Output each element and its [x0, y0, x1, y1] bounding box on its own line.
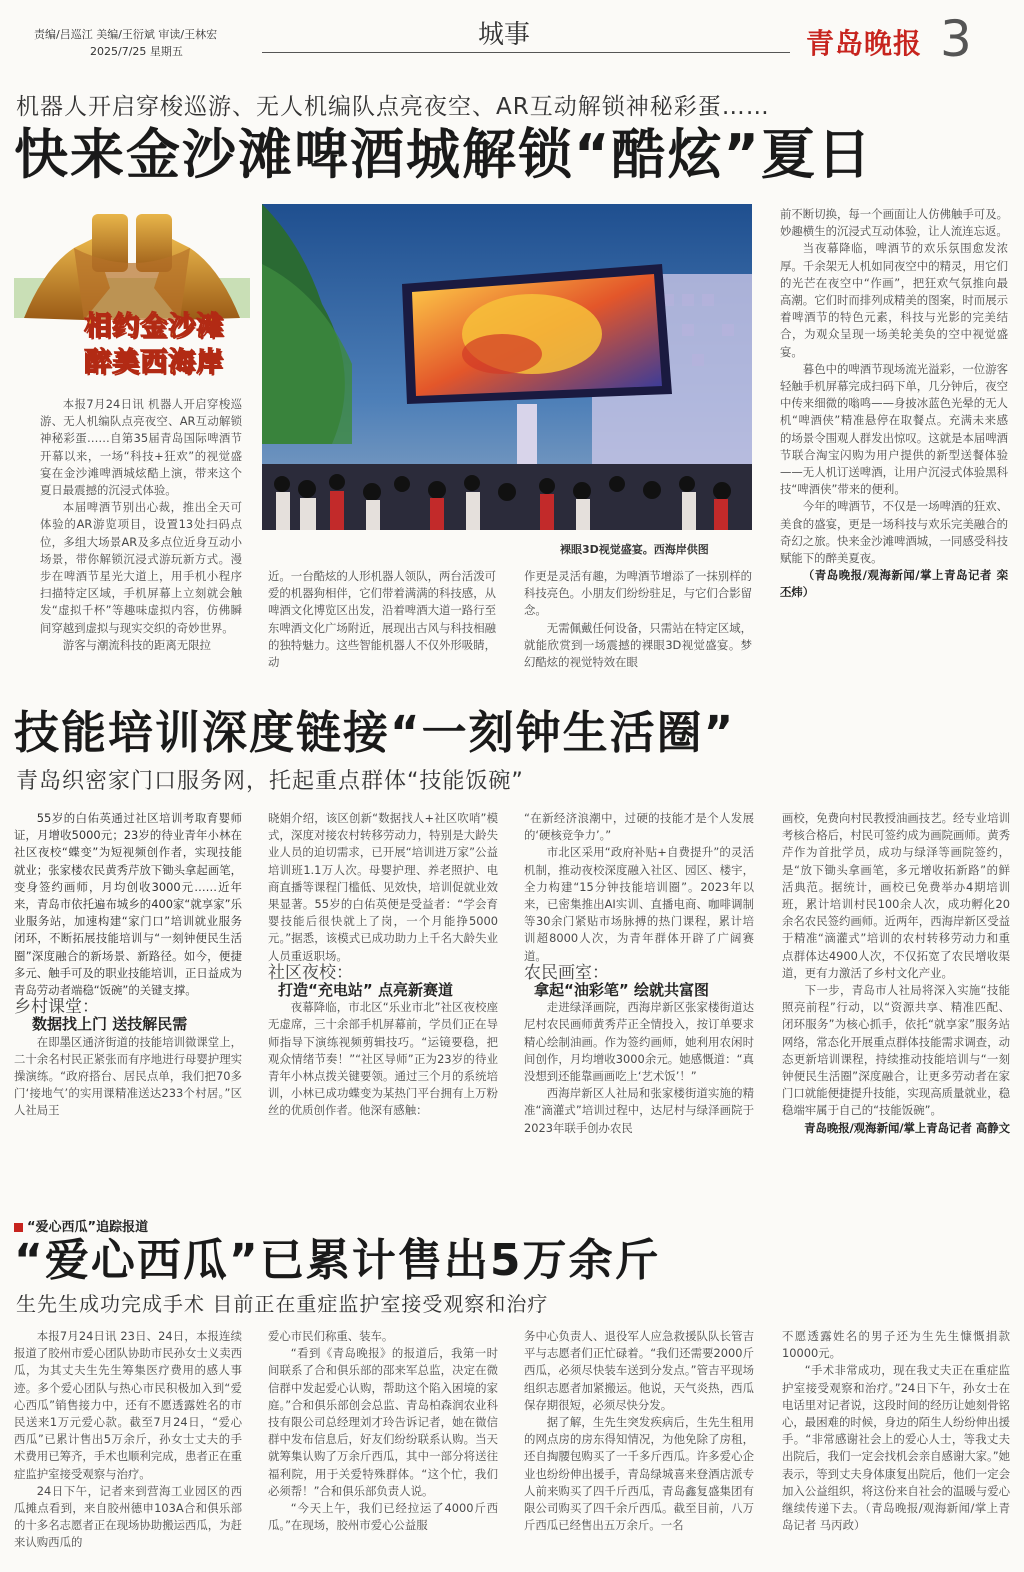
issue-date: 2025/7/25 星期五	[90, 45, 183, 58]
photo-caption: 裸眼3D视觉盛宴。西海岸供图	[560, 543, 709, 556]
article3-column-1	[14, 1328, 242, 1568]
article3-paragraph: 务中心负责人、退役军人应急救援队队长管吉平与志愿者们正忙碌着。“我们还需要2000斤西瓜，必须尽快装车送到分发点。”管吉平现场组织志愿者加紧搬运。他说，天气炎热，西瓜保存期很短，必须尽快分发。	[524, 1329, 754, 1412]
article3-paragraph: 爱心市民们称重、装车。	[268, 1329, 394, 1343]
article3-column-2	[268, 1328, 498, 1568]
article3-headline: “爱心西瓜”已累计售出5万余斤	[14, 1235, 661, 1286]
article1-column-4	[780, 206, 1008, 674]
article1-paragraph: 近。一台酷炫的人形机器人领队，两台活泼可爱的机器狗相伴，它们带着满满的科技感，从啤酒文化博览区出发，沿着啤酒大道一路行至东啤酒文化广场附近，展现出古风与科技相融的独特魅力。这些智能机器人不仅外形吸睛，动	[268, 569, 496, 670]
article1-paragraph: 本报7月24日讯 机器人开启穿梭巡游、无人机编队点亮夜空、AR互动解锁神秘彩蛋……自第35届青岛国际啤酒节开幕以来，一场“科技+狂欢”的视觉盛宴在金沙滩啤酒城炫酷上演，带来这个夏日最震撼的沉浸式体验。	[40, 397, 242, 498]
article3-subheadline: 生先生成功完成手术 目前正在重症监护室接受观察和治疗	[16, 1292, 549, 1316]
article3-paragraph: “手术非常成功，现在我丈夫正在重症监护室接受观察和治疗。”24日下午，孙女士在电话里对记者说，这段时间的经历让她刻骨铭心，最困难的时候，身边的陌生人纷纷伸出援手。“非常感谢社会上的爱心人士，等我丈夫出院后，我们一定会找机会亲自感谢大家。”她表示，等到丈夫身体康复出院后，他们一定会加入公益组织，将这份来自社会的温暖与爱心继续传递下去。（青岛晚报/观海新闻/掌上青岛记者 马丙政）	[782, 1363, 1010, 1533]
article2-section-label: 农民画室：	[524, 962, 609, 983]
article2-subheadline: 青岛织密家门口服务网，托起重点群体“技能饭碗”	[16, 769, 524, 794]
article1-kicker: 机器人开启穿梭巡游、无人机编队点亮夜空、AR互动解锁神秘彩蛋……	[16, 94, 770, 120]
article1-headline: 快来金沙滩啤酒城解锁“酷炫”夏日	[14, 123, 873, 186]
editor-credits: 责编/吕巡江 美编/王衍斌 审读/王林宏	[34, 28, 218, 41]
article1-column-3	[524, 568, 752, 674]
header-rule	[262, 52, 790, 53]
red-square-icon	[14, 1223, 23, 1232]
article1-paragraph: 暮色中的啤酒节现场流光溢彩，一位游客轻触手机屏幕完成扫码下单，几分钟后，夜空中传来细微的嗡鸣——身披冰蓝色光晕的无人机“啤酒侠”精准悬停在取餐点。充满未来感的场景令围观人群发出惊叹。这就是本届啤酒节联合淘宝闪购为用户提供的新型送餐体验——无人机订送啤酒，让用户沉浸式体验黑科技“啤酒侠”带来的便利。	[780, 361, 1008, 497]
article2-paragraph: 夜幕降临，市北区“乐业市北”社区夜校座无虚席，三十余部手机屏幕前，学员们正在导师指导下演练视频剪辑技巧。“运镜要稳，把观众情绪节奏！”“社区导师”正为23岁的待业青年小林点拨关键要领。通过三个月的系统培训，小林已成功蝶变为某热门平台拥有上万粉丝的优质创作者。他深有感触：	[268, 1000, 498, 1118]
article3-paragraph: “看到《青岛晚报》的报道后，我第一时间联系了合和俱乐部的邵来军总监，决定在微信群中发起爱心认购，帮助这个陷入困境的家庭。”合和俱乐部创会总监、青岛柏森润农业科技有限公司总经理刘才玲告诉记者，她在微信群中发布信息后，好友们纷纷联系认购。当天就筹集认购了万余斤西瓜，其中一部分将送往福利院，用于关爱特殊群体。“这个忙，我们必须帮！”合和俱乐部负责人说。	[268, 1346, 498, 1498]
article1-paragraph: 作更是灵活有趣，为啤酒节增添了一抹别样的科技亮色。小朋友们纷纷驻足，与它们合影留念。	[524, 569, 752, 618]
article1-paragraph: 当夜幕降临，啤酒节的欢乐氛围愈发浓厚。千余架无人机如同夜空中的精灵，用它们的光芒在夜空中“作画”，把狂欢气氛推向最高潮。它们时而排列成精美的图案，时而展示着啤酒节的特色元素，科技与光影的完美结合，为观众呈现一场美轮美奂的空中视觉盛宴。	[780, 241, 1008, 359]
naked-eye-3d-screen-photo	[262, 204, 752, 530]
article2-byline: 青岛晚报/观海新闻/掌上青岛记者 高静文	[804, 1120, 1010, 1135]
article2-paragraph: 市北区采用“政府补贴+自费提升”的灵活机制，推动夜校深度融入社区、园区、楼宇，全力构建“15分钟技能培训圈”。2023年以来，已密集推出AI实训、直播电商、咖啡调制等30余门紧贴市场脉搏的热门课程，累计培训超8000人次，为青年群体开辟了广阔赛道。	[524, 845, 754, 963]
article1-paragraph: 前不断切换，每一个画面让人仿佛触手可及。妙趣横生的沉浸式互动体验，让人流连忘返。	[780, 207, 1008, 239]
badge-line2: 醉美西海岸	[84, 347, 224, 378]
article3-column-4	[782, 1328, 1010, 1568]
article3-paragraph: 不愿透露姓名的男子还为生先生慷慨捐款10000元。	[782, 1329, 1010, 1361]
article2-paragraph: 走进绿泽画院，西海岸新区张家楼街道达尼村农民画师黄秀芹正全情投入，按订单要求精心绘制油画。作为签约画师，她利用农闲时间创作，月均增收3000余元。她感慨道：“真没想到还能靠画画吃上‘艺术饭’！”	[524, 1000, 754, 1084]
article2-section-title: 数据找上门 送技解民需	[32, 1015, 188, 1034]
article2-paragraph: 晓娟介绍，该区创新“数据找人+社区吹哨”模式，深度对接农村转移劳动力，特别是大龄失业人员的迫切需求，已开展“培训进万家”公益培训班1.1万人次。母婴护理、养老照护、电商直播等课程门槛低、见效快，培训促就业效果显著。55岁的白佑英便是受益者：“学会育婴技能后很快就上了岗，一个月能挣5000元。”据悉，该模式已成功助力上千名大龄失业人员重返职场。	[268, 811, 498, 963]
article3-paragraph: 本报7月24日讯 23日、24日，本报连续报道了胶州市爱心团队协助市民孙女士义卖西瓜，为其丈夫生先生筹集医疗费用的感人事迹。多个爱心团队与热心市民积极加入到“爱心西瓜”销售接力中，还有不愿透露姓名的市民送来1万元爱心款。截至7月24日，“爱心西瓜”已累计售出5万余斤，孙女士丈夫的手术费用已筹齐，手术也顺利完成，患者正在重症监护室接受观察与治疗。	[14, 1329, 242, 1481]
masthead-credits	[34, 26, 217, 60]
article1-paragraph: 本届啤酒节别出心裁，推出全天可体验的AR游览项目，设置13处扫码点位，多组大场景AR及多点位近身互动小场景，带你解锁沉浸式游玩新方式。漫步在啤酒节星光大道上，用手机小程序扫描特定区域，手机屏幕上立刻就会触发“虚拟千杯”等趣味虚拟内容，仿佛瞬间穿越到虚拟与现实交织的奇妙世界。	[40, 500, 242, 635]
beer-festival-badge	[14, 208, 250, 378]
article1-paragraph: 今年的啤酒节，不仅是一场啤酒的狂欢、美食的盛宴，更是一场科技与欢乐完美融合的奇幻之旅。快来金沙滩啤酒城，一同感受科技赋能下的醉美夏夜。	[780, 499, 1008, 566]
tracking-report-label: “爱心西瓜”追踪报道	[27, 1220, 149, 1235]
article1-column-1	[40, 396, 242, 674]
article3-paragraph: 据了解，生先生突发疾病后，生先生租用的网点房的房东得知情况，为他免除了房租，还自掏腰包购买了一千多斤西瓜。许多爱心企业也纷纷伸出援手，青岛绿城喜来登酒店派专人前来购买了四千斤西瓜，青岛鑫复盛集团有限公司购买了四千余斤西瓜。截至目前，八万斤西瓜已经售出五万余斤。一名	[524, 1415, 754, 1533]
article1-byline: （青岛晚报/观海新闻/掌上青岛记者 栾丕炜）	[780, 568, 1008, 600]
article2-paragraph: 在即墨区通济街道的技能培训微课堂上，二十余名村民正紧张而有序地进行母婴护理实操演练。“政府搭台、居民点单，我们把70多门‘接地气’的实用课精准送达233个村居。”区人社局王	[14, 1034, 242, 1118]
article2-paragraph: 画校，免费向村民教授油画技艺。经专业培训考核合格后，村民可签约成为画院画师。黄秀芹作为首批学员，成功与绿泽等画院签约，是“放下锄头拿画笔，多元增收拓新路”的鲜活典范。据统计，画校已免费举办4期培训班，累计培训村民100余人次，成功孵化20余名农民签约画师。近两年，西海岸新区受益于精准“滴灌式”培训的农村转移劳动力和重点群体达4900人次，不仅拓宽了农民增收渠道，更有力激活了乡村文化产业。	[782, 811, 1010, 980]
article2-paragraph: 西海岸新区人社局和张家楼街道实施的精准“滴灌式”培训过程中，达尼村与绿泽画院于2023年联手创办农民	[524, 1086, 754, 1135]
article2-column-1	[14, 810, 242, 1192]
article2-section-label: 乡村课堂：	[14, 997, 99, 1018]
article2-paragraph: “在新经济浪潮中，过硬的技能才是个人发展的‘硬核竞争力’。”	[524, 811, 754, 843]
article1-paragraph: 无需佩戴任何设备，只需站在特定区域，就能欣赏到一场震撼的裸眼3D视觉盛宴。梦幻酷炫的视觉特效在眼	[524, 620, 752, 670]
article2-headline: 技能培训深度链接“一刻钟生活圈”	[14, 706, 736, 759]
article1-paragraph: 游客与潮流科技的距离无限拉	[62, 637, 211, 652]
article3-column-3	[524, 1328, 754, 1568]
article2-section-title: 打造“充电站” 点亮新赛道	[278, 981, 453, 1000]
tracking-report-tag	[14, 1216, 148, 1235]
newspaper-logo: 青岛晚报	[806, 27, 923, 60]
article2-section-title: 拿起“油彩笔” 绘就共富图	[534, 981, 709, 1000]
article2-intro: 55岁的白佑英通过社区培训考取育婴师证，月增收5000元；23岁的待业青年小林在社区夜校“蝶变”为短视频创作者，实现技能就业；张家楼农民黄秀芹放下锄头拿起画笔，变身签约画师，月均创收3000元……近年来，青岛市依托遍布城乡的400家“就享家”乐业服务站，加速构建“家门口”培训就业服务闭环，不断拓展技能培训与“一刻钟便民生活圈”深度融合的新场景、新路径。如今，便捷多元、触手可及的职业技能培训，正日益成为青岛劳动者端稳“饭碗”的关键支撑。	[14, 811, 242, 998]
section-name: 城事	[478, 20, 531, 50]
article1-column-2	[268, 568, 496, 674]
article2-column-2	[268, 810, 498, 1192]
article2-column-3	[524, 810, 754, 1192]
article3-paragraph: 24日下午，记者来到营海工业园区的西瓜摊点看到，来自胶州德申103A合和俱乐部的十多名志愿者正在现场协助搬运西瓜，为赶来认购西瓜的	[14, 1483, 242, 1550]
article2-section-label: 社区夜校：	[268, 962, 353, 983]
article2-paragraph: 下一步，青岛市人社局将深入实施“技能照亮前程”行动，以“资源共享、精准匹配、闭环服务”为核心抓手，依托“就享家”服务站网络，常态化开展重点群体技能需求调查，动态更新培训课程，持续推动技能培训与“一刻钟便民生活圈”深度融合，让更多劳动者在家门口就能便捷提升技能，实现高质量就业，稳稳端牢属于自己的“技能饭碗”。	[782, 983, 1010, 1118]
badge-line1: 相约金沙滩	[84, 311, 224, 342]
article3-paragraph: “今天上午，我们已经拉运了4000斤西瓜。”在现场，胶州市爱心公益服	[268, 1501, 498, 1533]
page-number: 3	[940, 10, 972, 68]
festival-photo	[262, 204, 752, 530]
article2-column-4	[782, 810, 1010, 1192]
